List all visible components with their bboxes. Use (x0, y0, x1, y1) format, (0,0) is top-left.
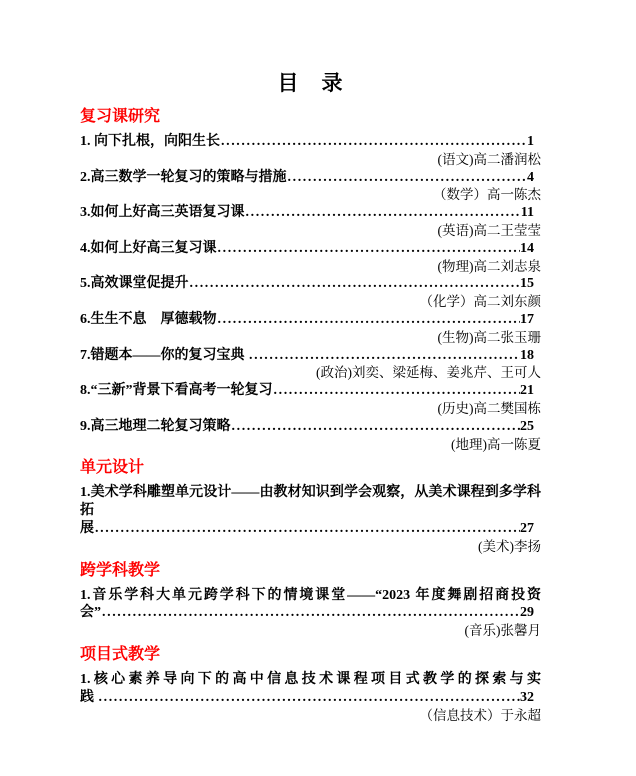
toc-entry-author: (音乐)张馨月 (464, 623, 541, 639)
section-entries (80, 133, 541, 453)
section-heading: 跨学科教学 (80, 561, 161, 579)
toc-entry-wrap-line[interactable]: 1.核心素养导向下的高中信息技术课程项目式教学的探索与实 (80, 671, 541, 687)
toc-entry-wrap-line[interactable]: 1.美术学科雕塑单元设计——由教材知识到学会观察，从美术课程到多学科拓 (80, 485, 541, 519)
toc-entry (80, 587, 541, 640)
dot-leader (287, 169, 528, 187)
dot-leader (248, 347, 520, 365)
dot-leader (189, 275, 521, 293)
toc-entry-line[interactable] (80, 382, 541, 400)
toc-entry-line[interactable] (80, 347, 541, 365)
toc-entry (80, 275, 541, 311)
toc-entry-title[interactable]: 6.生生不息 厚德载物 (80, 311, 217, 327)
toc-entry-title[interactable]: 2.高三数学一轮复习的策略与措施 (80, 169, 287, 185)
toc-entry-page-number[interactable]: 1 (527, 134, 534, 149)
section-entries (80, 587, 541, 640)
toc-entry-line[interactable] (80, 275, 541, 293)
dot-leader (220, 133, 527, 151)
toc-entry-title[interactable]: 践 (80, 689, 98, 705)
toc-entry-line[interactable] (80, 204, 541, 222)
toc-entry-page-number[interactable]: 17 (520, 311, 534, 327)
toc-entry-title[interactable]: 8.“三新”背景下看高考一轮复习 (80, 383, 273, 399)
toc-entry-author: (美术)李扬 (478, 538, 541, 554)
toc-entry (80, 418, 541, 454)
dot-leader (101, 604, 520, 622)
toc-section (80, 107, 541, 453)
toc-entry-line[interactable] (80, 169, 541, 187)
toc-entry-page-number[interactable]: 27 (520, 520, 534, 536)
toc-entry (80, 133, 541, 169)
toc-entry-title[interactable]: 9.高三地理二轮复习策略 (80, 418, 231, 434)
section-heading: 项目式教学 (80, 645, 161, 663)
toc-entry-title[interactable]: 展 (80, 520, 94, 536)
toc-entry (80, 484, 541, 555)
toc-entry-title[interactable]: 7.错题本——你的复习宝典 (80, 347, 248, 363)
toc-entry-title[interactable]: 5.高效课堂促提升 (80, 276, 189, 292)
table-of-contents (80, 107, 541, 724)
toc-entry-author: (生物)高二张玉珊 (437, 329, 541, 345)
toc-entry-author: （数学）高一陈杰 (433, 187, 541, 203)
dot-leader (98, 689, 521, 707)
toc-entry-page-number[interactable]: 21 (520, 383, 534, 399)
toc-entry-page-number[interactable]: 32 (520, 689, 534, 705)
toc-entry-author: (历史)高二樊国栋 (437, 400, 541, 416)
toc-section (80, 458, 541, 555)
toc-entry-author: (地理)高一陈夏 (451, 436, 541, 452)
toc-entry-author: (政治)刘奕、梁延梅、姜兆芹、王可人 (316, 365, 541, 381)
section-heading: 单元设计 (80, 459, 145, 477)
dot-leader (217, 240, 521, 258)
toc-entry-line[interactable] (80, 418, 541, 436)
toc-entry-page-number[interactable]: 18 (520, 347, 534, 363)
toc-entry-line[interactable] (80, 240, 541, 258)
dot-leader (94, 520, 520, 538)
toc-entry (80, 347, 541, 383)
toc-entry-line[interactable] (80, 689, 541, 707)
toc-entry-author: (英语)高二王莹莹 (437, 222, 541, 238)
toc-entry-line[interactable] (80, 133, 541, 151)
section-heading: 复习课研究 (80, 108, 161, 125)
toc-section (80, 561, 541, 640)
toc-entry-page-number[interactable]: 14 (520, 240, 534, 256)
toc-entry-title[interactable]: 4.如何上好高三复习课 (80, 240, 217, 256)
toc-section (80, 645, 541, 724)
toc-entry-author: (语文)高二潘润松 (437, 151, 541, 167)
section-entries (80, 484, 541, 555)
toc-entry-title[interactable]: 1. 向下扎根，向阳生长 (80, 134, 220, 149)
dot-leader (273, 382, 521, 400)
toc-entry-page-number[interactable]: 29 (520, 605, 534, 621)
toc-entry (80, 671, 541, 724)
toc-entry-line[interactable] (80, 604, 541, 622)
toc-entry (80, 382, 541, 418)
toc-entry-line[interactable] (80, 520, 541, 538)
dot-leader (217, 311, 521, 329)
toc-entry-author: （化学）高二刘东颜 (419, 294, 541, 310)
toc-entry-page-number[interactable]: 11 (520, 205, 534, 221)
toc-entry-title[interactable]: 3.如何上好高三英语复习课 (80, 205, 245, 221)
toc-entry-title[interactable]: 会” (80, 605, 101, 621)
toc-entry-page-number[interactable]: 15 (520, 276, 534, 292)
toc-entry (80, 169, 541, 205)
toc-entry-page-number[interactable]: 4 (527, 169, 534, 185)
toc-entry (80, 240, 541, 276)
toc-entry (80, 311, 541, 347)
dot-leader (245, 204, 521, 222)
toc-entry-page-number[interactable]: 25 (520, 418, 534, 434)
toc-entry (80, 204, 541, 240)
toc-entry-author: （信息技术）于永超 (419, 707, 541, 723)
page-title: 目 录 (277, 71, 344, 95)
toc-entry-line[interactable] (80, 311, 541, 329)
section-entries (80, 671, 541, 724)
toc-entry-wrap-line[interactable]: 1.音乐学科大单元跨学科下的情境课堂——“2023 年度舞剧招商投资 (80, 587, 541, 603)
toc-entry-author: (物理)高二刘志泉 (437, 258, 541, 274)
dot-leader (231, 418, 521, 436)
